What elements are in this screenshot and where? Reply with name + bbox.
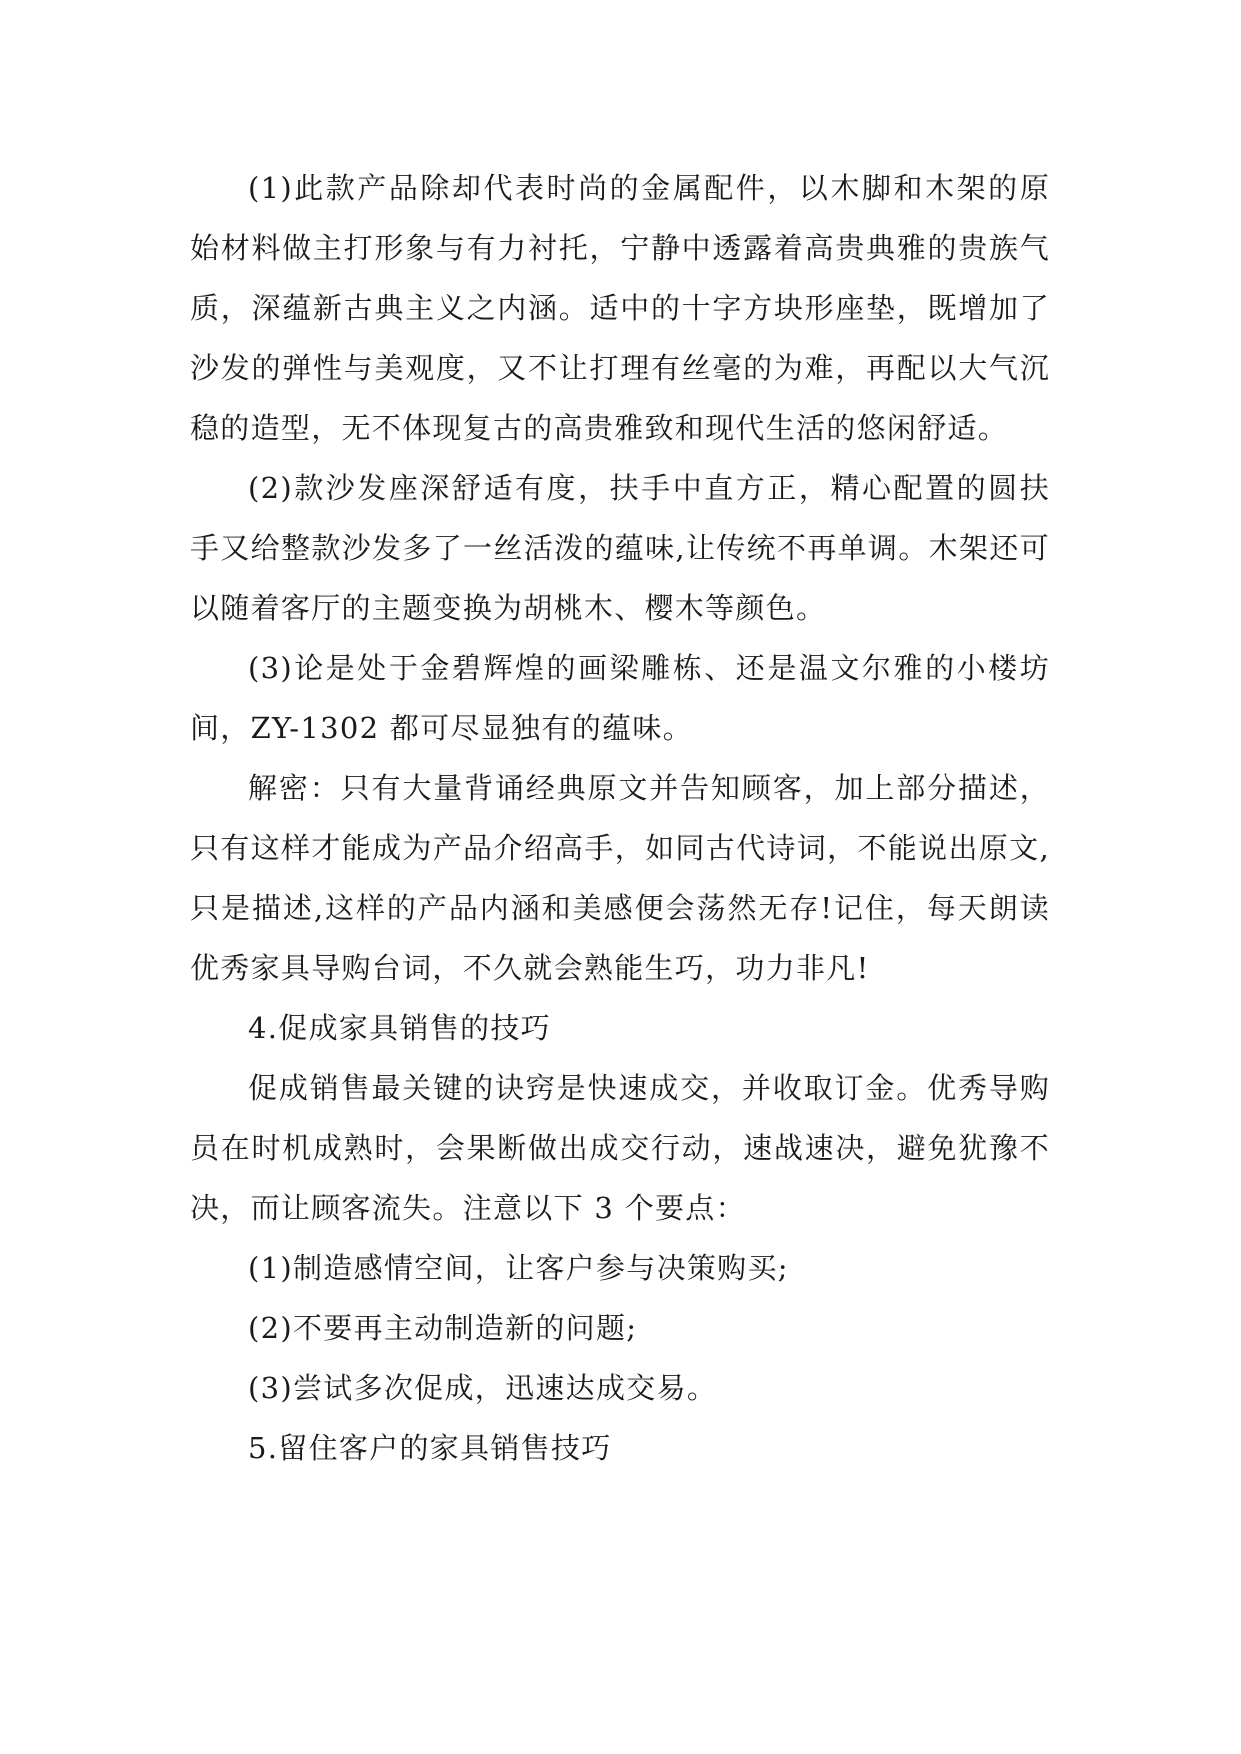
list-item-point-3: (3)尝试多次促成，迅速达成交易。 [248,1371,718,1405]
paragraph-closing-sales: 促成销售最关键的诀窍是快速成交，并收取订金。优秀导购员在时机成熟时，会果断做出成交行动，速战速决，避免犹豫不决，而让顾客流失。注意以下 3 个要点： [190,1071,1050,1225]
paragraph-product-1: (1)此款产品除却代表时尚的金属配件，以木脚和木架的原始材料做主打形象与有力衬托，宁静中透露着高贵典雅的贵族气质，深蕴新古典主义之内涵。适中的十字方块形座垫，既增加了沙发的弹性与美观度，又不让打理有丝毫的为难，再配以大气沉稳的造型，无不体现复古的高贵雅致和现代生活的悠闲舒适。 [190,171,1050,445]
paragraph-decrypt: 解密：只有大量背诵经典原文并告知顾客，加上部分描述，只有这样才能成为产品介绍高手，如同古代诗词，不能说出原文,只是描述,这样的产品内涵和美感便会荡然无存!记住，每天朗读优秀家具导购台词，不久就会熟能生巧，功力非凡! [190,771,1050,985]
paragraph-product-2: (2)款沙发座深舒适有度，扶手中直方正，精心配置的圆扶手又给整款沙发多了一丝活泼的蕴味,让传统不再单调。木架还可以随着客厅的主题变换为胡桃木、樱木等颜色。 [190,471,1050,625]
paragraph-product-3: (3)论是处于金碧辉煌的画梁雕栋、还是温文尔雅的小楼坊间，ZY-1302 都可尽显独有的蕴味。 [190,651,1050,745]
section-heading-5: 5.留住客户的家具销售技巧 [248,1431,612,1465]
list-item-point-2: (2)不要再主动制造新的问题; [248,1311,638,1345]
document-body [190,158,1050,1478]
section-heading-4: 4.促成家具销售的技巧 [248,1011,551,1045]
list-item-point-1: (1)制造感情空间，让客户参与决策购买; [248,1251,789,1285]
